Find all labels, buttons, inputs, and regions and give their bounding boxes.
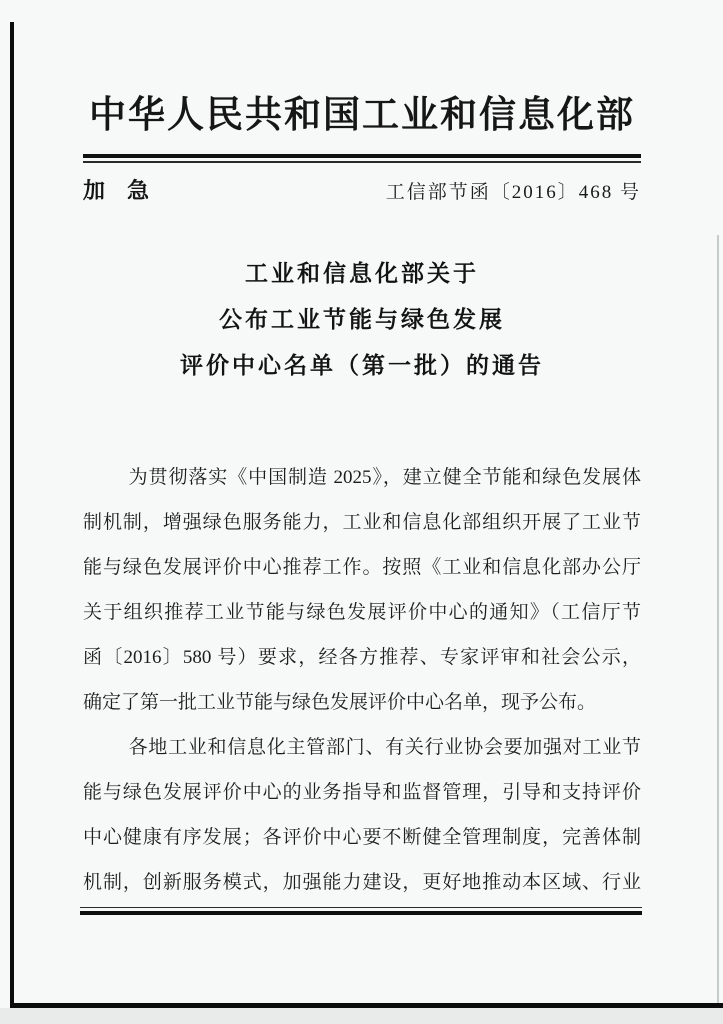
body-line: 确定了第一批工业节能与绿色发展评价中心名单，现予公布。 bbox=[83, 692, 597, 713]
document-title bbox=[83, 251, 641, 389]
body-line: 函〔2016〕580 号）要求，经各方推荐、专家评审和社会公示， bbox=[83, 647, 641, 668]
document-meta-row bbox=[83, 177, 641, 207]
document-content bbox=[83, 0, 641, 915]
title-line-1: 工业和信息化部关于 bbox=[245, 261, 479, 286]
letterhead-divider-rule bbox=[83, 154, 641, 163]
body-line: 中心健康有序发展；各评价中心要不断健全管理制度，完善体制 bbox=[83, 827, 641, 848]
title-line-2: 公布工业节能与绿色发展 bbox=[219, 307, 505, 332]
body-line: 各地工业和信息化主管部门、有关行业协会要加强对工业节 bbox=[128, 737, 641, 758]
body-line: 能与绿色发展评价中心的业务指导和监督管理，引导和支持评价 bbox=[83, 782, 641, 803]
body-line: 能与绿色发展评价中心推荐工作。按照《工业和信息化部办公厅 bbox=[83, 557, 641, 578]
footer-divider-rule bbox=[80, 907, 642, 915]
body-line: 关于组织推荐工业节能与绿色发展评价中心的通知》（工信厅节 bbox=[83, 602, 641, 623]
body-line: 为贯彻落实《中国制造 2025》，建立健全节能和绿色发展体 bbox=[128, 467, 641, 488]
scan-right-faint-line bbox=[717, 235, 719, 1003]
letterhead-agency-name: 中华人民共和国工业和信息化部 bbox=[89, 95, 635, 136]
body-line: 机制，创新服务模式，加强能力建设，更好地推动本区域、行业 bbox=[83, 872, 641, 893]
body-line: 制机制，增强绿色服务能力，工业和信息化部组织开展了工业节 bbox=[83, 512, 641, 533]
title-line-3: 评价中心名单（第一批）的通告 bbox=[180, 353, 544, 378]
scan-bottom-edge-line bbox=[10, 1003, 723, 1008]
urgency-label: 加 急 bbox=[83, 178, 150, 203]
scan-left-edge-line bbox=[10, 22, 14, 1008]
document-number: 工信部节函〔2016〕468 号 bbox=[385, 182, 641, 203]
document-body bbox=[83, 455, 641, 905]
